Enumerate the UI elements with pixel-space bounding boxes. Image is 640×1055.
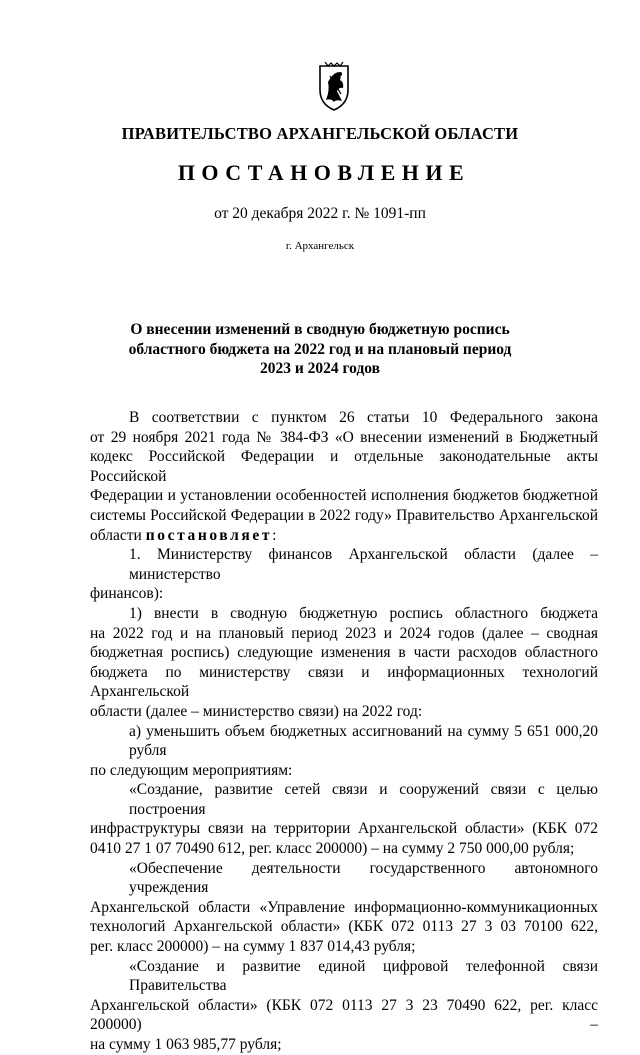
body-line: на 2022 год и на плановый период 2023 и 2024 годов (далее – сводная [90, 624, 598, 642]
body-line: «Создание и развитие единой цифровой телефонной связи Правительства [129, 957, 598, 995]
body-line: системы Российской Федерации в 2022 году» Правительство Архангельской [90, 506, 598, 524]
body-text: области [90, 526, 146, 544]
body-line: бюджета по министерству связи и информационных технологий Архангельской [90, 663, 598, 701]
body-line: на сумму 1 063 985,77 рубля; [90, 1036, 282, 1053]
body-line: технологий Архангельской области» (КБК 072 0113 27 3 03 70100 622, [90, 918, 598, 936]
title-line: 2023 и 2024 годов [259, 360, 381, 377]
document-body [90, 408, 598, 1055]
body-line: Федерации и установлении особенностей исполнения бюджетов бюджетной [90, 487, 598, 505]
body-line: 0410 27 1 07 70490 612, рег. класс 200000) – на сумму 2 750 000,00 рубля; [90, 840, 575, 858]
organization-name: ПРАВИТЕЛЬСТВО АРХАНГЕЛЬСКОЙ ОБЛАСТИ [121, 124, 519, 143]
body-line: 1) внести в сводную бюджетную роспись областного бюджета [129, 604, 598, 622]
body-line: «Создание, развитие сетей связи и сооружений связи с целью построения [129, 781, 598, 818]
body-line [90, 526, 598, 546]
resolve-keyword: постановляет [145, 526, 273, 544]
body-line: инфраструктуры связи на территории Архангельской области» (КБК 072 [90, 820, 598, 838]
title-line: О внесении изменений в сводную бюджетную роспись [130, 321, 510, 338]
body-line: В соответствии с пунктом 26 статьи 10 Федерального закона [129, 409, 598, 426]
body-line: 1. Министерству финансов Архангельской области (далее – министерство [129, 546, 598, 583]
body-line: от 29 ноября 2021 года № 384-ФЗ «О внесении изменений в Бюджетный [90, 428, 598, 446]
coat-of-arms-icon [316, 60, 352, 112]
body-text: : [272, 526, 277, 544]
title-line: областного бюджета на 2022 год и на плановый период [128, 340, 512, 358]
body-line: Архангельской области «Управление информационно-коммуникационных [90, 898, 598, 916]
body-line: Архангельской области» (КБК 072 0113 27 3 23 70490 622, рег. класс 200000) – [90, 996, 598, 1034]
body-line: области (далее – министерство связи) на 2022 год: [90, 702, 423, 720]
body-line: бюджетная роспись) следующие изменения в части расходов областного [90, 644, 598, 662]
body-line: а) уменьшить объем бюджетных ассигнований на сумму 5 651 000,20 рубля [129, 722, 598, 760]
body-line: по следующим мероприятиям: [90, 761, 293, 779]
body-line: рег. класс 200000) – на сумму 1 837 014,43 рубля; [90, 938, 416, 956]
body-line: финансов): [90, 585, 164, 603]
body-line: кодекс Российской Федерации и отдельные законодательные акты Российской [90, 448, 598, 485]
body-line: «Обеспечение деятельности государственного автономного учреждения [129, 859, 598, 897]
document-type: ПОСТАНОВЛЕНИЕ [177, 160, 471, 185]
city-name: г. Архангельск [285, 240, 355, 252]
date-and-number: от 20 декабря 2022 г. № 1091-пп [214, 205, 426, 222]
document-title [0, 320, 640, 379]
